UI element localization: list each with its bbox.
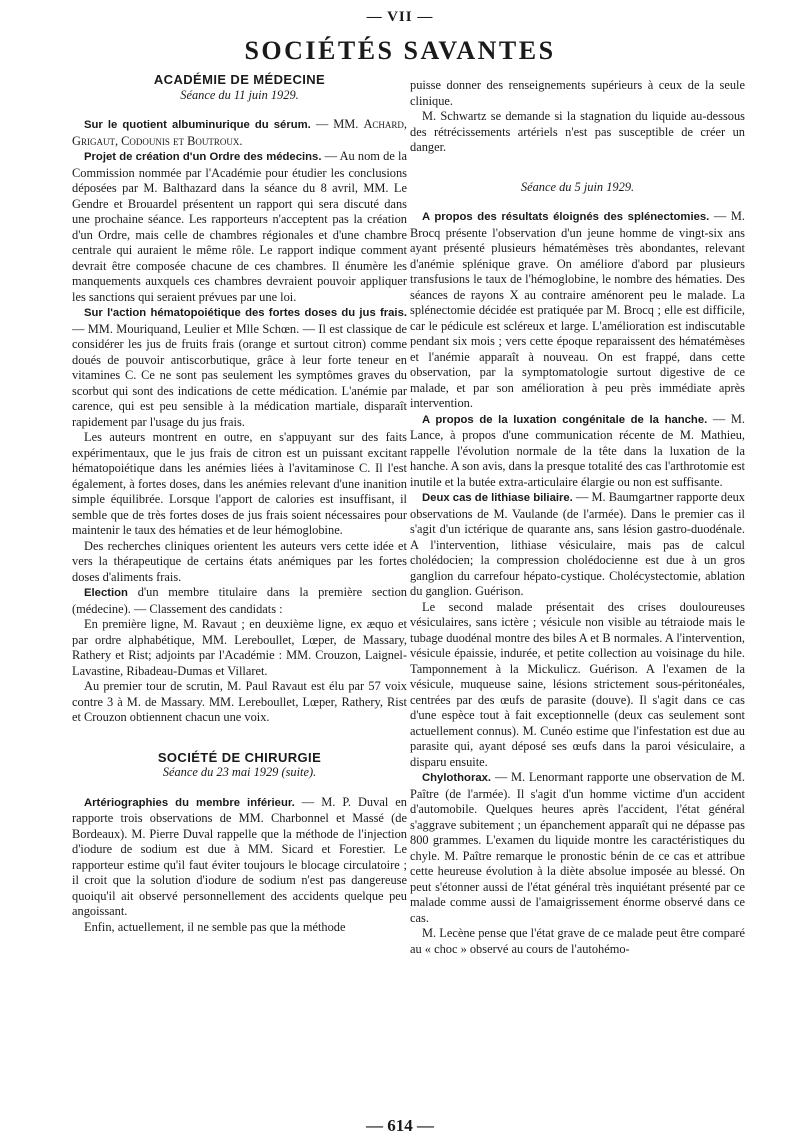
paragraph-second-malade: Le second malade présentait des crises douloureuses vésiculaires, sans ictère ; vésicule non visible au tétraiode mais le tubage duodénal montre des biles A et B normales. A l'intervention, vésicule épaissie, indurée, et petite collection au voisinage du hile. Tamponnement à la Mickulicz. Guérison. A l'examen de la vésicule, muqueuse saine, lésions strictement sous-péritonéales, centrées par des œufs de parasite (douve). Il s'agit dans ce cas d'une espèce tout à fait exceptionnelle (deux cas seulement sont actuellement connus). M. Cunéo estime que l'infestation est due au parasite qui, ayant déposé ses œufs dans la paroi vésiculaire, a disparu ensuite. bbox=[410, 599, 745, 769]
paragraph-splenectomies: A propos des résultats éloignés des splénectomies. — M. Brocq présente l'observation d'un jeune homme de vingt-six ans ayant présenté plusieurs hématémèses très abondantes, relevant d'anémie splénique grave. On améliore d'abord par plusieurs transfusions le taux de l'hémoglobine, le nombre des hématies. Des séances de rayons X au contraire aménorent peu le malade. La splénectomie décidée est pratiquée par M. Brocq ; elle est difficile, car le pédicule est scléreux et large. L'amélioration est indiscutable pendant six mois ; vers cette époque reparaissent des hématémèses et l'anémie apparaît à nouveau. On est frappé, dans cette observation, par la symptomatologie surtout digestive de ce malade, et par son amélioration à peu près immédiate après intervention. bbox=[410, 209, 745, 410]
paragraph-heading: Projet de création d'un Ordre des médecins. bbox=[84, 151, 322, 163]
paragraph-candidats: En première ligne, M. Ravaut ; en deuxième ligne, ex æquo et par ordre alphabétique, MM. Lereboullet, Lœper, de Massary, Rathery et Rist; adjoints par l'Académie : MM. Crouzon, Laignel-Lavastine, Ribadeau-Dumas et Villaret. bbox=[72, 617, 407, 678]
paragraph-lecene: M. Lecène pense que l'état grave de ce malade peut être comparé au « choc » observé au cours de l'autohémo- bbox=[410, 926, 745, 956]
paragraph-continuation: puisse donner des renseignements supérieurs à ceux de la seule clinique. bbox=[410, 78, 745, 108]
paragraph-arteriographies: Artériographies du membre inférieur. — M. P. Duval en rapporte trois observations de MM. Charbonnel et Massé (de Bordeaux). M. Pierre Duval rappelle que la méthode de l'injection d'iodure de sodium est due à MM. Sicard et Forestier. Le rapporteur estime qu'il faut éviter toujours le blocage circulatoire ; il croit que la solution d'iodure de sodium n'est pas dangereuse quoiqu'il ait observé personnellement des accidents quelque peu angoissant. bbox=[72, 794, 407, 918]
paragraph-jus-frais: Sur l'action hématopoiétique des fortes doses du jus frais. — MM. Mouriquand, Leulier et Mlle Schœn. — Il est classique de considérer les jus de fruits frais (orange et surtout citron) comme doués de pouvoir antiscorbutique, grâce à leur forte teneur en vitamines C. Ce ne sont pas seulement les symptômes graves du scorbut qui sont des indications de cette médication. L'anémie par carence, qui est peu sensible à la médication martiale, disparaît rapidement par l'usage du jus frais. bbox=[72, 307, 407, 429]
session-date: Séance du 5 juin 1929. bbox=[520, 179, 635, 194]
paragraph-heading: Chylothorax. bbox=[422, 772, 492, 784]
paragraph-luxation-hanche: A propos de la luxation congénitale de la hanche. — M. Lance, à propos d'une communication récente de M. Mathieu, rappelle l'évolution normale de la tête dans la luxation de la hanche. A son avis, dans la presque totalité des cas l'arthrotomie est inutile et la butée extra-articulaire élargie ou non est suffisante. bbox=[410, 411, 745, 489]
paragraph-schwartz: M. Schwartz se demande si la stagnation du liquide au-dessous des rétrécissements artériels n'est pas susceptible de créer un danger. bbox=[410, 109, 745, 154]
paragraph-chylothorax: Chylothorax. — M. Lenormant rapporte une observation de M. Paître (de l'armée). Il s'agit d'un homme victime d'un accident d'automobile. Quelques heures après l'accident, l'état général s'aggrave subitement ; un épanchement apparaît qui ne dépasse pas 800 grammes. L'examen du liquide montre les caractéristiques du chyle. M. Paître remarque le pronostic bénin de ce cas et attribue cette heureuse évolution à la diète absolue imposée au blessé. On peut s'étonner aussi de l'état général très inquiétant présenté par ce malade comme aussi de l'amaigrissement énorme observé dans ce cas. bbox=[410, 770, 745, 925]
page-number: — 614 — bbox=[366, 1116, 434, 1135]
paragraph-election: Election d'un membre titulaire dans la première section (médecine). — Classement des candidats : bbox=[72, 585, 407, 616]
left-column bbox=[72, 72, 407, 1100]
paragraph-recherches: Des recherches cliniques orientent les auteurs vers cette idée et vers la thérapeutique de certains états anémiques par les fortes doses d'aliments frais. bbox=[72, 538, 407, 584]
paragraph-quotient-albuminurique: Sur le quotient albuminurique du sérum. — MM. Achard, Grigaut, Codounis et Boutroux. bbox=[72, 117, 407, 148]
paragraph-heading: Artériographies du membre inférieur. bbox=[84, 796, 295, 809]
paragraph-scrutin: Au premier tour de scrutin, M. Paul Ravaut est élu par 57 voix contre 3 à M. de Massary. MM. Lereboullet, Lœper, Rathery, Rist et Crouzon obtiennent chacun une voix. bbox=[72, 679, 407, 724]
paragraph-auteurs: Les auteurs montrent en outre, en s'appuyant sur des faits expérimentaux, que le jus frais de citron est un puissant excitant hématopoiétique dans les anémies liées à l'avitaminose C. Il l'est également, à fortes doses, dans les anémies relevant d'une inanition simple équilibrée. Lorsque l'apport de calories est insuffisant, il semble que de très fortes doses de jus frais soient nécessaires pour maintenir le taux des hématies et de leur hémoglobine. bbox=[72, 430, 407, 537]
section-title-academie: ACADÉMIE DE MÉDECINE bbox=[153, 72, 326, 87]
page-title: SOCIÉTÉS SAVANTES bbox=[244, 36, 556, 65]
paragraph-heading: A propos des résultats éloignés des splénectomies. bbox=[422, 211, 710, 223]
paragraph-lithiase-biliaire: Deux cas de lithiase biliaire. — M. Baumgartner rapporte deux observations de M. Vaulande (de l'armée). Dans le premier cas il s'agit d'un ictérique de quarante ans, sans lésion gastro-duodénale. A l'intervention, lithiase vésiculaire, mais pas de calcul cholédocien; la compression cholédocienne est due à un gros ganglion du carrefour hépato-cystique. Cholécystectomie, ablation du ganglion. Guérison. bbox=[410, 490, 745, 598]
paragraph-enfin: Enfin, actuellement, il ne semble pas que la méthode bbox=[84, 919, 346, 934]
right-column bbox=[410, 78, 745, 1102]
paragraph-heading: Deux cas de lithiase biliaire. bbox=[422, 492, 573, 504]
paragraph-heading: A propos de la luxation congénitale de la hanche. bbox=[422, 413, 708, 426]
paragraph-ordre-medecins: Projet de création d'un Ordre des médecins. — Au nom de la Commission nommée par l'Académie pour étudier les conclusions déposées par M. Balthazard dans la séance du 8 avril, MM. Le Gendre et Brouardel présentent un rapport qui sera discuté dans une prochaine séance. Les rapporteurs n'acceptent pas la création d'un Ordre, mais celle de chambres régionales et d'une chambre centrale qui auraient le même rôle. Le rapport indique comment devrait être composée chacune de ces chambres. Il énumère les manquements auxquels ces chambres devraient pouvoir appliquer les sanctions qui seraient prévues par une loi. bbox=[72, 149, 407, 304]
section-title-chirurgie: SOCIÉTÉ DE CHIRURGIE bbox=[157, 749, 322, 765]
paragraph-heading: Election bbox=[84, 587, 128, 599]
running-header: — VII — bbox=[366, 9, 434, 25]
paragraph-heading: Sur le quotient albuminurique du sérum. bbox=[84, 119, 311, 131]
session-date: Séance du 23 mai 1929 (suite). bbox=[162, 765, 317, 779]
paragraph-heading: Sur l'action hématopoiétique des fortes doses du jus frais. bbox=[84, 307, 407, 319]
session-date: Séance du 11 juin 1929. bbox=[180, 87, 299, 102]
